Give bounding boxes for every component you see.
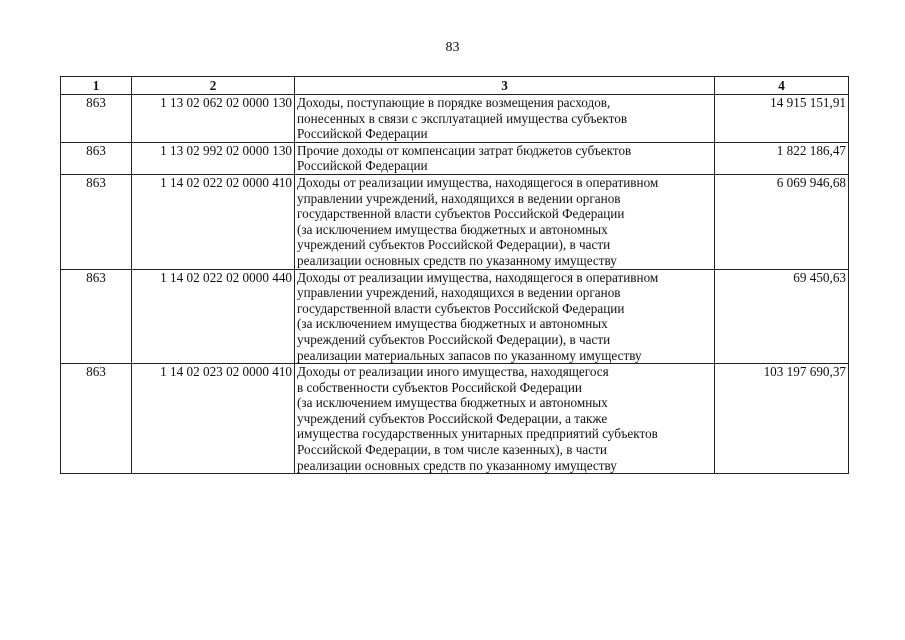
table-row xyxy=(61,95,849,143)
amount-cell: 1 822 186,47 xyxy=(715,142,849,174)
budget-code-cell: 1 14 02 022 02 0000 410 xyxy=(132,174,295,269)
admin-code-cell: 863 xyxy=(61,269,132,364)
column-header-2: 2 xyxy=(132,77,295,95)
budget-code-cell: 1 14 02 023 02 0000 410 xyxy=(132,364,295,474)
amount-cell: 6 069 946,68 xyxy=(715,174,849,269)
admin-code-cell: 863 xyxy=(61,142,132,174)
description-cell: Доходы от реализации иного имущества, находящегося в собственности субъектов Российской Федерации (за исключением имущества бюджетных и автономных учреждений субъектов Российской Федерации, а также имущества государственных унитарных предприятий субъектов Российской Федерации, в том числе казенных), в части реализации основных средств по указанному имуществу xyxy=(295,364,715,474)
table-row xyxy=(61,269,849,364)
amount-cell: 14 915 151,91 xyxy=(715,95,849,143)
table-row xyxy=(61,364,849,474)
admin-code-cell: 863 xyxy=(61,95,132,143)
revenue-table xyxy=(60,76,849,474)
column-header-3: 3 xyxy=(295,77,715,95)
description-cell: Доходы от реализации имущества, находящегося в оперативном управлении учреждений, находящихся в ведении органов государственной власти субъектов Российской Федерации (за исключением имущества бюджетных и автономных учреждений субъектов Российской Федерации), в части реализации основных средств по указанному имуществу xyxy=(295,174,715,269)
budget-code-cell: 1 13 02 992 02 0000 130 xyxy=(132,142,295,174)
admin-code-cell: 863 xyxy=(61,174,132,269)
table-row xyxy=(61,142,849,174)
admin-code-cell: 863 xyxy=(61,364,132,474)
amount-cell: 69 450,63 xyxy=(715,269,849,364)
table-header-row xyxy=(61,77,849,95)
table-row xyxy=(61,174,849,269)
column-header-4: 4 xyxy=(715,77,849,95)
page-number: 83 xyxy=(445,40,460,55)
description-cell: Доходы, поступающие в порядке возмещения расходов, понесенных в связи с эксплуатацией имущества субъектов Российской Федерации xyxy=(295,95,715,143)
budget-code-cell: 1 14 02 022 02 0000 440 xyxy=(132,269,295,364)
amount-cell: 103 197 690,37 xyxy=(715,364,849,474)
description-cell: Прочие доходы от компенсации затрат бюджетов субъектов Российской Федерации xyxy=(295,142,715,174)
budget-code-cell: 1 13 02 062 02 0000 130 xyxy=(132,95,295,143)
description-cell: Доходы от реализации имущества, находящегося в оперативном управлении учреждений, находящихся в ведении органов государственной власти субъектов Российской Федерации (за исключением имущества бюджетных и автономных учреждений субъектов Российской Федерации), в части реализации материальных запасов по указанному имуществу xyxy=(295,269,715,364)
column-header-1: 1 xyxy=(61,77,132,95)
